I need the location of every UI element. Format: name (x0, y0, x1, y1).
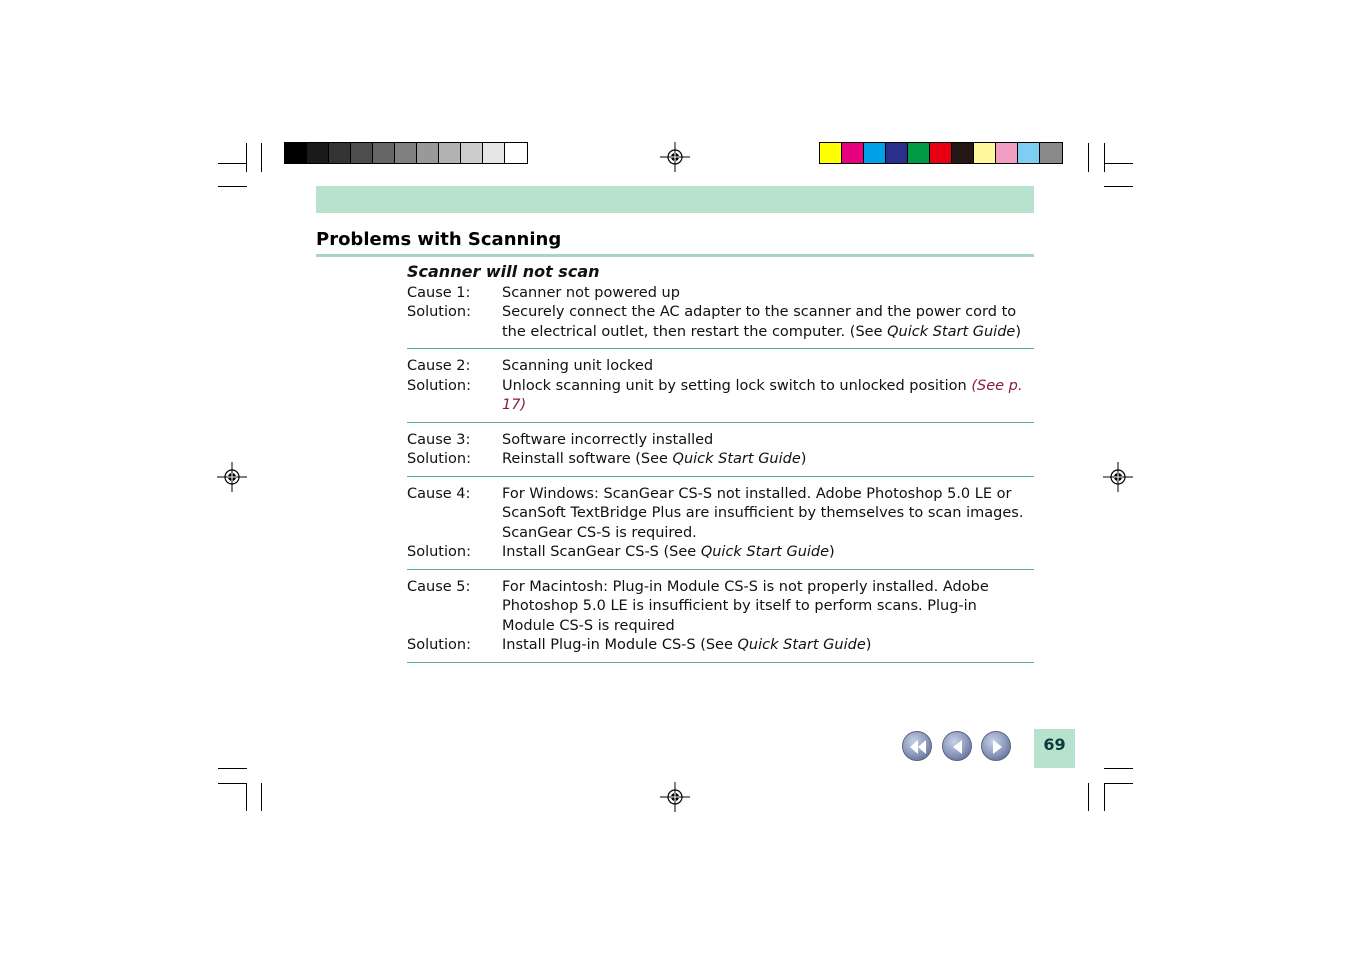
guide-reference: Quick Start Guide (887, 323, 1016, 340)
cause-block (407, 423, 1034, 477)
color-bar (819, 142, 1063, 164)
cause-block (407, 570, 1034, 663)
registration-mark-icon (660, 142, 690, 172)
solution-text: Install Plug-in Module CS-S (See Quick Start Guide) (502, 637, 872, 653)
color-swatch (285, 143, 307, 163)
cause-text: Software incorrectly installed (502, 431, 714, 448)
registration-mark-icon (660, 782, 690, 812)
color-swatch (417, 143, 439, 163)
crop-mark (218, 768, 247, 769)
color-swatch (439, 143, 461, 163)
cause-text: Scanning unit locked (502, 358, 654, 374)
cause-label: Cause 4: (407, 485, 471, 502)
page-number: 69 (1034, 729, 1075, 768)
first-page-button[interactable] (902, 731, 932, 761)
color-swatch (886, 143, 908, 163)
next-page-button[interactable] (981, 731, 1011, 761)
troubleshooting-content (407, 262, 1034, 663)
crop-mark (218, 783, 247, 784)
guide-reference: Quick Start Guide (737, 637, 866, 653)
color-swatch (864, 143, 886, 163)
cause-block (407, 284, 1034, 350)
color-swatch (1040, 143, 1062, 163)
color-swatch (483, 143, 505, 163)
solution-text: Reinstall software (See Quick Start Guide) (502, 451, 807, 467)
solution-text: Install ScanGear CS-S (See Quick Start Guide) (502, 544, 835, 560)
registration-mark-icon (1103, 462, 1133, 492)
guide-reference: Quick Start Guide (700, 544, 830, 560)
solution-text: Securely connect the AC adapter to the scanner and the power cord to the electrical outlet, then restart the computer. (See Quick Start Guide) (502, 304, 1021, 340)
crop-mark (1104, 783, 1133, 784)
section-title: Problems with Scanning (316, 229, 562, 250)
crop-mark (1104, 143, 1105, 172)
solution-label: Solution: (407, 377, 471, 394)
topic-subhead: Scanner will not scan (407, 262, 600, 281)
crop-mark (1104, 186, 1133, 187)
color-swatch (930, 143, 952, 163)
color-swatch (1018, 143, 1040, 163)
cause-text: Scanner not powered up (502, 284, 680, 301)
guide-reference: Quick Start Guide (672, 451, 801, 467)
color-swatch (373, 143, 395, 163)
registration-mark-icon (217, 462, 247, 492)
rewind-icon (903, 732, 933, 762)
arrow-left-icon (943, 732, 973, 762)
color-swatch (307, 143, 329, 163)
solution-text: Unlock scanning unit by setting lock switch to unlocked position (See p. 17) (502, 377, 1023, 413)
solution-label: Solution: (407, 544, 471, 560)
color-swatch (461, 143, 483, 163)
crop-mark (261, 143, 262, 172)
color-swatch (908, 143, 930, 163)
cause-label: Cause 2: (407, 358, 471, 374)
cause-label: Cause 1: (407, 284, 471, 301)
cause-block (407, 349, 1034, 423)
crop-mark (261, 783, 262, 811)
cause-text: For Macintosh: Plug-in Module CS-S is not properly installed. Adobe Photoshop 5.0 LE is insufficient by itself to perform scans. Plug-in Module CS-S is required (502, 578, 989, 634)
crop-mark (1104, 783, 1105, 811)
cause-block (407, 477, 1034, 570)
color-swatch (351, 143, 373, 163)
crop-mark (218, 163, 247, 164)
cause-label: Cause 3: (407, 431, 471, 448)
color-swatch (820, 143, 842, 163)
color-swatch (996, 143, 1018, 163)
crop-mark (1104, 163, 1133, 164)
crop-mark (246, 143, 247, 172)
color-swatch (395, 143, 417, 163)
title-rule (316, 254, 1034, 257)
color-swatch (505, 143, 527, 163)
crop-mark (1088, 783, 1089, 811)
grayscale-bar (284, 142, 528, 164)
crop-mark (1104, 768, 1133, 769)
previous-page-button[interactable] (942, 731, 972, 761)
page-link[interactable]: (See p. 17) (502, 377, 1023, 413)
arrow-right-icon (982, 732, 1012, 762)
solution-label: Solution: (407, 304, 471, 320)
header-band (316, 186, 1034, 213)
crop-mark (246, 783, 247, 811)
crop-mark (218, 186, 247, 187)
crop-mark (1088, 143, 1089, 172)
color-swatch (974, 143, 996, 163)
color-swatch (329, 143, 351, 163)
cause-text: For Windows: ScanGear CS-S not installed. Adobe Photoshop 5.0 LE or ScanSoft TextBridge Plus are insufficient by themselves to scan images. ScanGear CS-S is required. (502, 485, 1024, 541)
solution-label: Solution: (407, 451, 471, 467)
cause-label: Cause 5: (407, 578, 471, 595)
solution-label: Solution: (407, 637, 471, 653)
color-swatch (952, 143, 974, 163)
color-swatch (842, 143, 864, 163)
